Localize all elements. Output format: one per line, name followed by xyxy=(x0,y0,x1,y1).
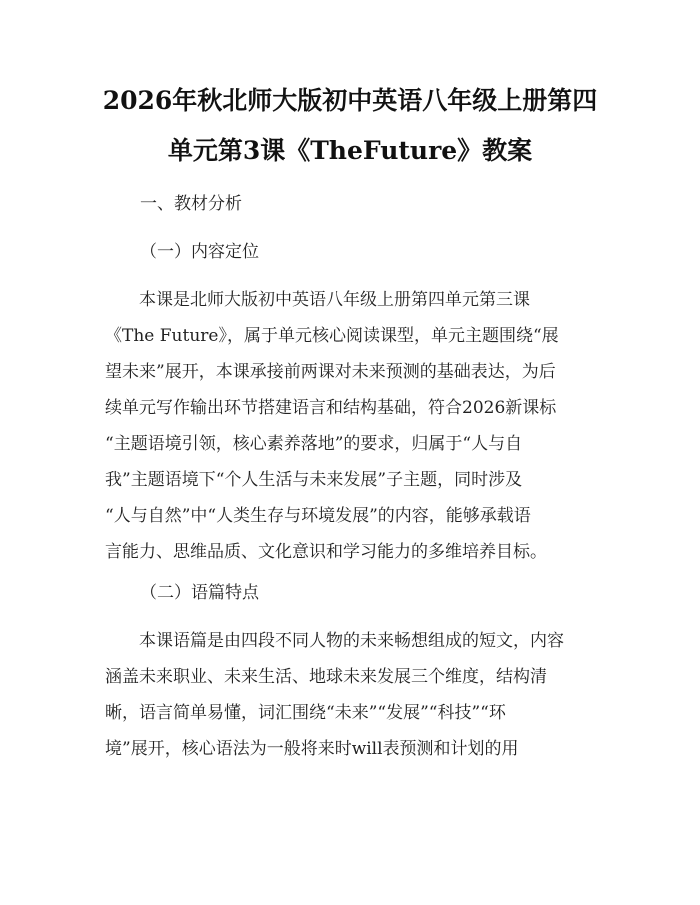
paragraph-1-line-2: 《The Future》，属于单元核心阅读课型，单元主题围绕“展 xyxy=(105,326,559,346)
section-heading-textbook-analysis: 一、教材分析 xyxy=(140,194,242,214)
document-title-line-1: 2026年秋北师大版初中英语八年级上册第四 xyxy=(102,86,598,115)
paragraph-2-line-3: 晰，语言简单易懂，词汇围绕“未来”“发展”“科技”“环 xyxy=(105,703,506,723)
paragraph-1-line-5: “主题语境引领，核心素养落地”的要求，归属于“人与自 xyxy=(105,434,523,454)
paragraph-1-line-1: 本课是北师大版初中英语八年级上册第四单元第三课 xyxy=(105,290,530,310)
paragraph-1-line-8: 言能力、思维品质、文化意识和学习能力的多维培养目标。 xyxy=(105,542,547,562)
paragraph-2-line-4: 境”展开，核心语法为一般将来时will表预测和计划的用 xyxy=(105,739,519,759)
document-title-line-2: 单元第3课《TheFuture》教案 xyxy=(167,136,533,165)
paragraph-2-line-1: 本课语篇是由四段不同人物的未来畅想组成的短文，内容 xyxy=(105,631,564,651)
paragraph-2-line-2: 涵盖未来职业、未来生活、地球未来发展三个维度，结构清 xyxy=(105,667,547,687)
paragraph-1-line-3: 望未来”展开，本课承接前两课对未来预测的基础表达，为后 xyxy=(105,362,556,382)
subsection-heading-content-positioning: （一）内容定位 xyxy=(140,242,259,262)
paragraph-1-line-6: 我”主题语境下“个人生活与未来发展”子主题，同时涉及 xyxy=(105,470,523,490)
subsection-heading-text-features: （二）语篇特点 xyxy=(140,583,259,603)
paragraph-1-line-4: 续单元写作输出环节搭建语言和结构基础，符合2026新课标 xyxy=(105,398,557,418)
paragraph-1-line-7: “人与自然”中“人类生存与环境发展”的内容，能够承载语 xyxy=(105,506,531,526)
